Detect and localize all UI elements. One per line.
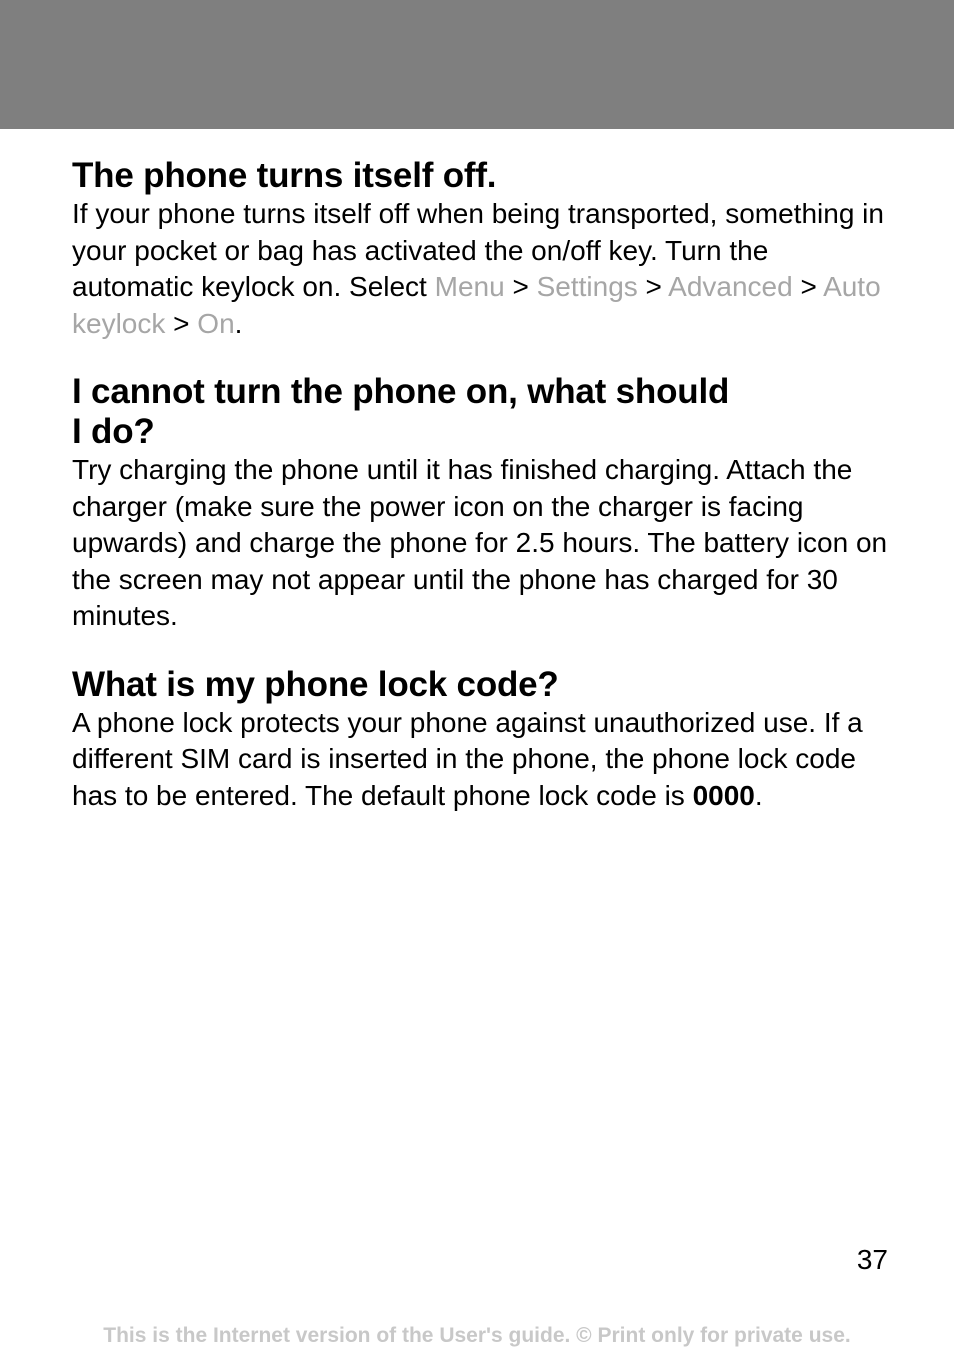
menu-item-on: On bbox=[197, 307, 235, 339]
section-heading: What is my phone lock code? bbox=[72, 664, 559, 704]
path-separator: > bbox=[165, 307, 198, 339]
section-body bbox=[72, 705, 892, 815]
heading-line-2: I do? bbox=[72, 412, 155, 451]
menu-item-settings: Settings bbox=[536, 271, 638, 302]
menu-item-advanced: Advanced bbox=[668, 271, 793, 302]
body-text-end: . bbox=[754, 779, 763, 811]
section-body: Try charging the phone until it has finished charging. Attach the charger (make sure the power icon on the charger is facing upwards) and charge the phone for 2.5 hours. The battery icon on the screen may not appear until the phone has charged for 30 minutes. bbox=[72, 454, 888, 631]
section-cannot-turn-on bbox=[72, 372, 892, 635]
section-phone-lock-code bbox=[72, 665, 892, 815]
menu-item-auto-keylock: Auto keylock bbox=[72, 271, 881, 339]
page-content bbox=[72, 156, 892, 844]
section-heading: The phone turns itself off. bbox=[72, 156, 497, 195]
heading-line-1: I cannot turn the phone on, what should bbox=[72, 372, 730, 411]
body-text-end: . bbox=[234, 307, 243, 339]
body-text: A phone lock protects your phone against unauthorized use. If a different SIM card is inserted in the phone, the phone lock code has to be entered. The default phone lock code is bbox=[72, 706, 863, 811]
path-separator: > bbox=[792, 271, 824, 302]
section-phone-turns-off bbox=[72, 156, 892, 342]
default-lock-code: 0000 bbox=[692, 779, 755, 811]
section-body bbox=[72, 196, 892, 342]
path-separator: > bbox=[637, 271, 669, 302]
section-heading bbox=[72, 372, 892, 452]
menu-item-menu: Menu bbox=[434, 271, 505, 302]
footer-notice: This is the Internet version of the User's guide. © Print only for private use. bbox=[103, 1324, 851, 1347]
body-text: If your phone turns itself off when being transported, something in your pocket or bag has activated the on/off key. Turn the automatic keylock on. Select bbox=[72, 198, 884, 302]
header-band bbox=[0, 0, 954, 129]
path-separator: > bbox=[504, 271, 537, 302]
page-number: 37 bbox=[856, 1244, 888, 1275]
